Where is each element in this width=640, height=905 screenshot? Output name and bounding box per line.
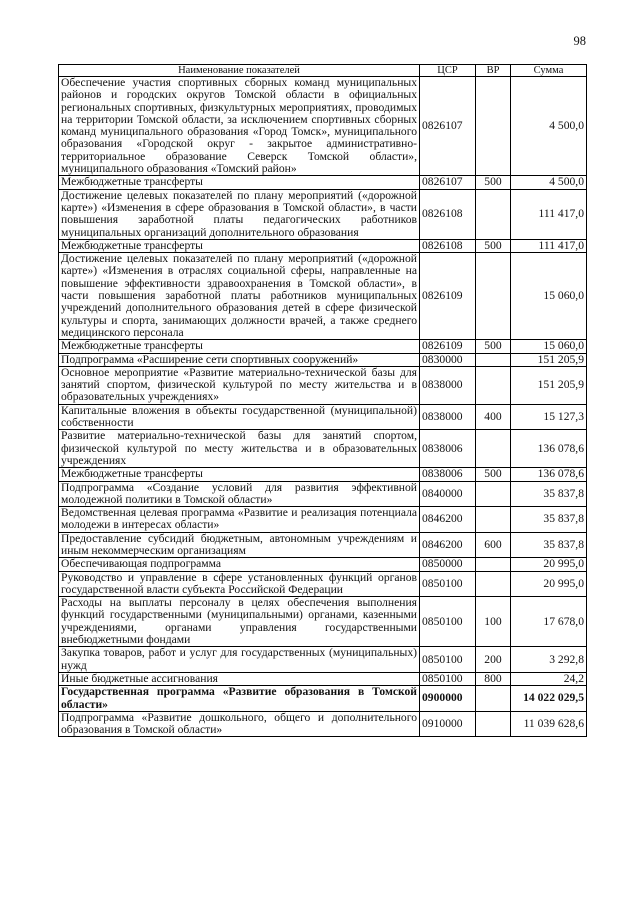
row-sum-cell: 35 837,8 xyxy=(511,507,587,533)
table-row xyxy=(59,189,587,239)
row-name-cell: Иные бюджетные ассигнования xyxy=(59,672,420,685)
row-csr-cell: 0910000 xyxy=(420,711,476,737)
row-csr-cell: 0826107 xyxy=(420,77,476,176)
row-sum-cell: 35 837,8 xyxy=(511,481,587,507)
row-sum-cell: 15 060,0 xyxy=(511,253,587,340)
row-sum-cell: 4 500,0 xyxy=(511,77,587,176)
table-row xyxy=(59,353,587,366)
table-header-row xyxy=(59,65,587,77)
table-row xyxy=(59,558,587,571)
table-row xyxy=(59,711,587,737)
row-csr-cell: 0838006 xyxy=(420,468,476,481)
row-csr-cell: 0826109 xyxy=(420,340,476,353)
row-name-cell: Межбюджетные трансферты xyxy=(59,340,420,353)
row-sum-cell: 151 205,9 xyxy=(511,366,587,404)
row-name-cell: Предоставление субсидий бюджетным, автономным учреждениям и иным некоммерческим организациям xyxy=(59,532,420,558)
row-name-cell: Ведомственная целевая программа «Развитие и реализация потенциала молодежи в интересах области» xyxy=(59,507,420,533)
row-name-cell: Капитальные вложения в объекты государственной (муниципальной) собственности xyxy=(59,404,420,430)
row-sum-cell: 20 995,0 xyxy=(511,558,587,571)
row-csr-cell: 0840000 xyxy=(420,481,476,507)
row-sum-cell: 4 500,0 xyxy=(511,176,587,189)
row-sum-cell: 17 678,0 xyxy=(511,597,587,647)
row-name-cell: Обеспечение участия спортивных сборных команд муниципальных районов и городских округов Томской области в официальных региональных спортивных, физкультурных мероприятиях, проводимых на территории Томской области, за исключением спортивных сборных команд муниципального образования «Город Томск», муниципального образования «Городской округ - закрытое административно-территориальное образование Северск Томской области», муниципального образования «Томский район» xyxy=(59,77,420,176)
table-row xyxy=(59,481,587,507)
row-name-cell: Подпрограмма «Развитие дошкольного, общего и дополнительного образования в Томской области» xyxy=(59,711,420,737)
row-vr-cell xyxy=(476,711,511,737)
row-sum-cell: 35 837,8 xyxy=(511,532,587,558)
row-name-cell: Межбюджетные трансферты xyxy=(59,176,420,189)
column-header-name: Наименование показателей xyxy=(59,65,420,77)
row-csr-cell: 0838000 xyxy=(420,366,476,404)
row-csr-cell: 0826109 xyxy=(420,253,476,340)
row-vr-cell: 500 xyxy=(476,239,511,252)
row-name-cell: Подпрограмма «Расширение сети спортивных сооружений» xyxy=(59,353,420,366)
table-row xyxy=(59,686,587,712)
row-csr-cell: 0850000 xyxy=(420,558,476,571)
row-vr-cell xyxy=(476,507,511,533)
row-name-cell: Достижение целевых показателей по плану мероприятий («дорожной карте») «Изменения в отраслях социальной сферы, направленные на повышение эффективности здравоохранения в Томской области», в части повышения заработной платы работников муниципальных учреждений дополнительного образования детей в сфере физической культуры и спорта, занимающих должности врачей, а также среднего медицинского персонала xyxy=(59,253,420,340)
row-csr-cell: 0850100 xyxy=(420,571,476,597)
row-csr-cell: 0838000 xyxy=(420,404,476,430)
row-sum-cell: 20 995,0 xyxy=(511,571,587,597)
table-row xyxy=(59,77,587,176)
row-csr-cell: 0846200 xyxy=(420,507,476,533)
row-csr-cell: 0846200 xyxy=(420,532,476,558)
row-csr-cell: 0826107 xyxy=(420,176,476,189)
row-csr-cell: 0838006 xyxy=(420,430,476,468)
table-row xyxy=(59,430,587,468)
row-name-cell: Закупка товаров, работ и услуг для государственных (муниципальных) нужд xyxy=(59,647,420,673)
row-sum-cell: 3 292,8 xyxy=(511,647,587,673)
table-row xyxy=(59,571,587,597)
row-sum-cell: 111 417,0 xyxy=(511,239,587,252)
row-name-cell: Обеспечивающая подпрограмма xyxy=(59,558,420,571)
table-row xyxy=(59,597,587,647)
row-csr-cell: 0900000 xyxy=(420,686,476,712)
row-sum-cell: 136 078,6 xyxy=(511,430,587,468)
table-row xyxy=(59,468,587,481)
row-sum-cell: 15 060,0 xyxy=(511,340,587,353)
row-sum-cell: 24,2 xyxy=(511,672,587,685)
row-sum-cell: 14 022 029,5 xyxy=(511,686,587,712)
row-csr-cell: 0826108 xyxy=(420,239,476,252)
table-row xyxy=(59,532,587,558)
row-vr-cell xyxy=(476,558,511,571)
row-vr-cell xyxy=(476,189,511,239)
row-vr-cell: 100 xyxy=(476,597,511,647)
row-vr-cell xyxy=(476,571,511,597)
row-vr-cell: 400 xyxy=(476,404,511,430)
column-header-vr: ВР xyxy=(476,65,511,77)
row-name-cell: Развитие материально-технической базы для занятий спортом, физической культурой по месту жительства и в образовательных учреждениях xyxy=(59,430,420,468)
row-vr-cell: 500 xyxy=(476,176,511,189)
row-name-cell: Основное мероприятие «Развитие материально-технической базы для занятий спортом, физической культурой по месту жительства и в образовательных учреждениях» xyxy=(59,366,420,404)
row-name-cell: Межбюджетные трансферты xyxy=(59,468,420,481)
table-row xyxy=(59,176,587,189)
row-sum-cell: 111 417,0 xyxy=(511,189,587,239)
row-sum-cell: 151 205,9 xyxy=(511,353,587,366)
row-sum-cell: 11 039 628,6 xyxy=(511,711,587,737)
row-vr-cell xyxy=(476,253,511,340)
row-vr-cell xyxy=(476,430,511,468)
column-header-csr: ЦСР xyxy=(420,65,476,77)
column-header-sum: Сумма xyxy=(511,65,587,77)
row-csr-cell: 0850100 xyxy=(420,672,476,685)
table-row xyxy=(59,340,587,353)
page-number: 98 xyxy=(573,34,586,48)
row-sum-cell: 136 078,6 xyxy=(511,468,587,481)
row-vr-cell: 500 xyxy=(476,468,511,481)
table-row xyxy=(59,672,587,685)
row-vr-cell xyxy=(476,353,511,366)
row-vr-cell: 200 xyxy=(476,647,511,673)
row-sum-cell: 15 127,3 xyxy=(511,404,587,430)
row-csr-cell: 0826108 xyxy=(420,189,476,239)
row-vr-cell: 600 xyxy=(476,532,511,558)
row-csr-cell: 0850100 xyxy=(420,597,476,647)
row-vr-cell xyxy=(476,481,511,507)
row-csr-cell: 0850100 xyxy=(420,647,476,673)
row-vr-cell: 500 xyxy=(476,340,511,353)
table-row xyxy=(59,647,587,673)
table-row xyxy=(59,366,587,404)
budget-table xyxy=(58,64,587,737)
row-name-cell: Руководство и управление в сфере установленных функций органов государственной власти субъекта Российской Федерации xyxy=(59,571,420,597)
table-row xyxy=(59,239,587,252)
table-row xyxy=(59,404,587,430)
row-vr-cell xyxy=(476,77,511,176)
row-vr-cell xyxy=(476,686,511,712)
row-name-cell: Подпрограмма «Создание условий для развития эффективной молодежной политики в Томской области» xyxy=(59,481,420,507)
row-name-cell: Межбюджетные трансферты xyxy=(59,239,420,252)
row-vr-cell xyxy=(476,366,511,404)
table-row xyxy=(59,507,587,533)
row-name-cell: Расходы на выплаты персоналу в целях обеспечения выполнения функций государственными (муниципальными) органами, казенными учреждениями, органами управления государственными внебюджетными фондами xyxy=(59,597,420,647)
row-csr-cell: 0830000 xyxy=(420,353,476,366)
table-row xyxy=(59,253,587,340)
row-vr-cell: 800 xyxy=(476,672,511,685)
row-name-cell: Государственная программа «Развитие образования в Томской области» xyxy=(59,686,420,712)
row-name-cell: Достижение целевых показателей по плану мероприятий («дорожной карте») «Изменения в сфере образования в Томской области», в части повышения заработной платы педагогических работников муниципальных организаций дополнительного образования xyxy=(59,189,420,239)
